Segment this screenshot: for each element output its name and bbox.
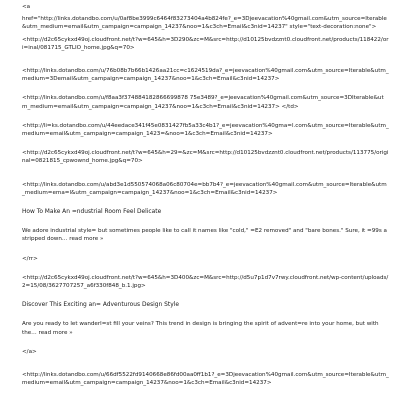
image-url-article: <http://d2c65cykxd49oj.cloudfront.net/t?w=645&h=3D400&zc=M&src=http://d5u7p1d7v7rwy.cloudfront.net/wp-content/uploads/2=15/08/3627707257_a6f330f848_b.1.jpg> (22, 274, 389, 290)
article-title: How To Make An =ndustrial Room Feel Delicate (22, 209, 162, 216)
tracking-link: <http://links.dotandbo.com/u/abd3e1d550574068a06c80704e=bb7b4?_e=jeevacation%40gmail.com&utm_source=Iterable&utm_medium=ema=l&utm_campaign=campaign_14237&noo=1&c3ch=Email&c3nid=14237> (22, 181, 387, 196)
article-summary: Are you ready to let wanderl=st fill your veins? This trend in design is bringing the spirit of advent=re into your home, but with the… read more » (22, 321, 379, 336)
closing-tag: </rr> (22, 255, 38, 262)
anchor-close-tag: </a> (22, 348, 37, 355)
tracking-link: <http://li=ks.dotandbo.com/u/44eedace341f45e0831427fb5a33c4b1?_e=jeevacation%40gma=l.com&utm_source=Iterable&utm_medium=email&utm_campaign=campaign_1423=&noo=1&c3ch=Email&c3nid=14237> (22, 122, 389, 138)
tracking-link: <http://links.dotandbo.com/u/76b08b7b66b1426aa21cc=c1624519da?_e=jeevacation%40gmail.com&utm_source=Iterable&utm_medium=3Demail&utm_campaign=campaign_14237&noo=1&c3ch=Email&c3nid=14237> (22, 68, 389, 83)
tracking-link-href: href="http://links.dotandbo.com/u/0af8be3999c6464f83273404a4b824fe?_e=3Djeevacation%40gmail.com&utm_source=Iterable&utm_medium=email&utm_campaign=campaign_14237&noo=1&c3ch=Email&c3nid=14237" style="text-decoration:none"> (22, 16, 387, 31)
image-url-product: <http://d2c65cykxd49oj.cloudfront.net/t?w=645&h=29=&zc=M&src=http://d10125bvdzznt0.cloudfront.net/products/113775/original=0821815_cpwownd_home.jpg&q=70> (22, 150, 389, 165)
image-url-home: <http://d2c65cykxd49oj.cloudfront.net/t?w=645&h=3D290&zc=M&src=http://d10125bvdzznt0.cloudfront.net/products/118422/ori=inal/081715_GTLIO_home.jpg&q=70> (22, 36, 389, 51)
tracking-link: <http://links.dotandbo.com/u/66df5522fd9140668e86fd00aa0ff1b1?_e=3Djeevacation%40gmail.com&utm_source=Iterable&utm_medium=email&utm_campaign=campaign_14237&noo=1&c3ch=Email&c3nid=14237> (22, 372, 389, 387)
article-summary: We adore industrial style= but sometimes people like to call it names like "cold," =E2 removed" and "bare bones." Sure, it =99s a stripped down… read more » (22, 228, 387, 243)
article-title: Discover This Exciting an= Adventurous Design Style (22, 302, 179, 309)
tracking-link: <http://links.dotandbo.com/u/f8aa3f374884182866699878 75e3489?_e=jeevacation%40gmail.com&utm_source=3DIterable&utm_medium=email&utm_campaign=campaign_14237&noo=1&c3ch=Email&c3nid=14237> </td> (22, 95, 384, 110)
anchor-open-tag: <a (22, 4, 31, 10)
